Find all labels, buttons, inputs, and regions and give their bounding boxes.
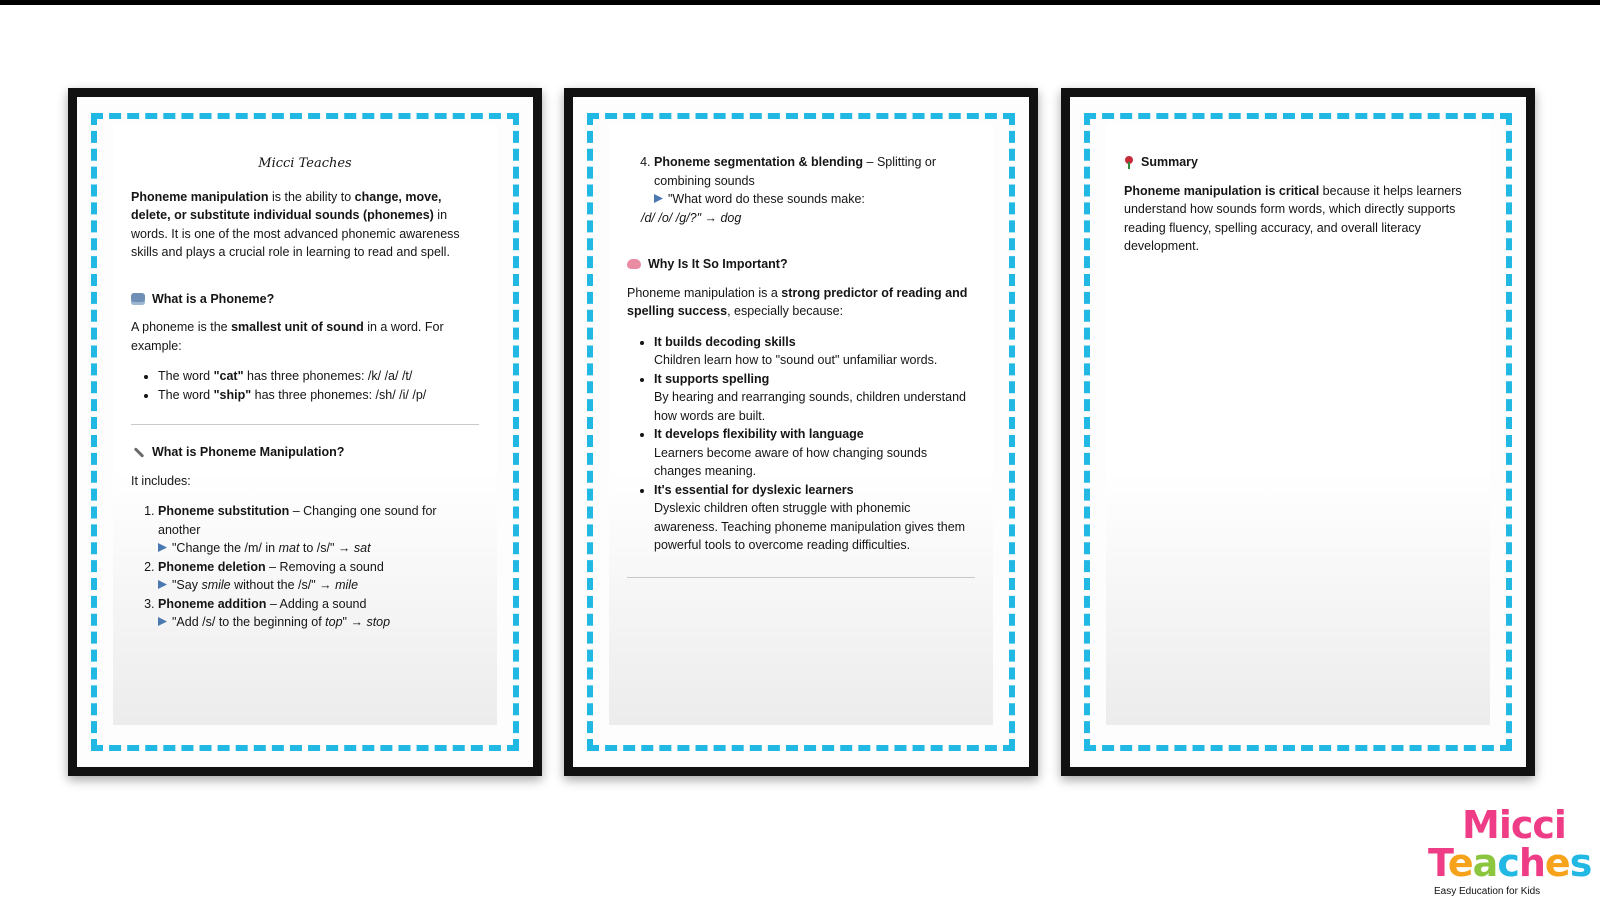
logo-letter: e: [1544, 841, 1570, 885]
reasons-list: [627, 333, 975, 555]
worksheet-page-2: [564, 88, 1038, 776]
list-item: 2. Phoneme deletion – Removing a sound "Say smile without the /s/" → mile: [158, 558, 479, 595]
manipulation-types-list-continued: [627, 153, 975, 227]
logo-line-2: [1428, 841, 1598, 885]
pointer-icon: [158, 617, 167, 626]
pointer-icon: [654, 194, 663, 203]
what-is-manipulation-heading: What is Phoneme Manipulation?: [131, 443, 479, 462]
pushpin-icon: [1124, 156, 1134, 168]
page-1-dashed-border: [91, 113, 519, 751]
why-important-heading: Why Is It So Important?: [627, 255, 975, 274]
micci-teaches-logo: [1428, 803, 1598, 897]
list-item: • It's essential for dyslexic learners Dyslexic children often struggle with phonemic awareness. Teaching phoneme manipulation gives them powerful tools to overcome reading difficulties.: [654, 481, 975, 555]
pointer-icon: [158, 580, 167, 589]
logo-letter: e: [1447, 841, 1473, 885]
page-1-inner: [77, 97, 533, 767]
list-item: • It supports spelling By hearing and rearranging sounds, children understand how words are built.: [654, 370, 975, 426]
page-1-content: [113, 123, 497, 725]
worksheet-page-1: [68, 88, 542, 776]
phoneme-definition: A phoneme is the smallest unit of sound in a word. For example:: [131, 320, 444, 353]
pointer-icon: [158, 543, 167, 552]
page-2-content: [609, 123, 993, 725]
brain-icon: [627, 259, 641, 269]
book-icon: [131, 293, 145, 305]
summary-paragraph: Phoneme manipulation is critical because it helps learners understand how sounds form words, which directly supports reading fluency, spelling accuracy, and overall literacy development.: [1124, 183, 1462, 253]
phoneme-examples-list: [131, 367, 479, 404]
top-edge-bar: [0, 0, 1600, 5]
example-line: "What word do these sounds make:: [654, 190, 975, 209]
page-3-content: [1106, 123, 1490, 725]
brand-title: Micci Teaches: [258, 156, 352, 171]
example-line: "Say smile without the /s/" → mile: [158, 576, 479, 595]
summary-heading: Summary: [1124, 153, 1472, 172]
wrench-icon: [131, 445, 145, 459]
worksheet-page-3: [1061, 88, 1535, 776]
list-item: 1. Phoneme substitution – Changing one sound for another "Change the /m/ in mat to /s/" → sat: [158, 502, 479, 558]
intro-paragraph: Phoneme manipulation is the ability to change, move, delete, or substitute individual sounds (phonemes) in words. It is one of the most advanced phonemic awareness skills and plays a crucial role in learning to read and spell.: [131, 189, 460, 259]
example-line-continued: /d/ /o/ /g/?" → dog: [641, 210, 742, 225]
logo-letter: h: [1518, 841, 1545, 885]
page-3-dashed-border: [1084, 113, 1512, 751]
list-item: • It develops flexibility with language Learners become aware of how changing sounds changes meaning.: [654, 425, 975, 481]
why-paragraph: Phoneme manipulation is a strong predictor of reading and spelling success, especially because:: [627, 285, 968, 318]
page-3-inner: [1070, 97, 1526, 767]
logo-line-1: Micci: [1462, 803, 1566, 847]
page-2-inner: [573, 97, 1029, 767]
list-item: • It builds decoding skills Children learn how to "sound out" unfamiliar words.: [654, 333, 975, 370]
logo-tagline: Easy Education for Kids: [1434, 886, 1541, 897]
list-item: • The word "cat" has three phonemes: /k/ /a/ /t/: [158, 367, 479, 386]
logo-letter: c: [1497, 841, 1519, 885]
page-2-dashed-border: [587, 113, 1015, 751]
includes-label: It includes:: [131, 473, 191, 488]
logo-letter: T: [1428, 841, 1448, 885]
section-divider: [131, 424, 479, 425]
manipulation-types-list: [131, 502, 479, 632]
list-item: 3. Phoneme addition – Adding a sound "Add /s/ to the beginning of top" → stop: [158, 595, 479, 632]
logo-letter: a: [1472, 841, 1498, 885]
example-line: "Add /s/ to the beginning of top" → stop: [158, 613, 479, 632]
example-line: "Change the /m/ in mat to /s/" → sat: [158, 539, 479, 558]
list-item: • The word "ship" has three phonemes: /sh/ /i/ /p/: [158, 386, 479, 405]
logo-letter: s: [1569, 841, 1592, 885]
what-is-phoneme-heading: What is a Phoneme?: [131, 290, 479, 309]
section-divider: [627, 577, 975, 578]
list-item: 4. Phoneme segmentation & blending – Splitting or combining sounds "What word do these sounds make: /d/ /o/ /g/?" → dog: [654, 153, 975, 227]
